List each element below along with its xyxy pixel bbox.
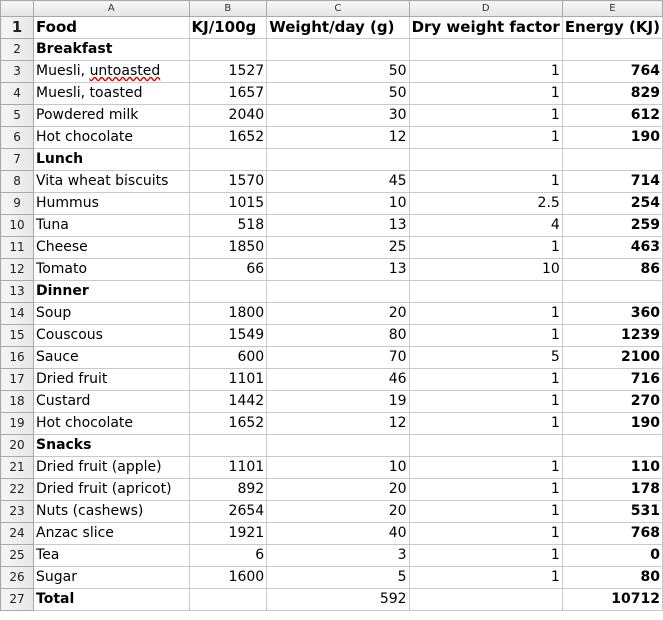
row-header[interactable]: 14 [1,303,34,325]
cell-energy[interactable]: 1239 [562,325,662,347]
cell-kj[interactable] [189,589,267,611]
cell-energy[interactable]: 612 [562,105,662,127]
cell-kj[interactable]: 1015 [189,193,267,215]
cell-food[interactable]: Tea [34,545,190,567]
cell-dry-factor[interactable]: 4 [409,215,562,237]
cell-weight[interactable]: 12 [267,413,409,435]
cell-kj[interactable]: 1800 [189,303,267,325]
cell-food[interactable]: Soup [34,303,190,325]
cell-kj[interactable]: 1442 [189,391,267,413]
cell-energy[interactable]: 531 [562,501,662,523]
column-header-e[interactable]: E [562,1,662,17]
cell-energy[interactable]: 829 [562,83,662,105]
cell-dry-factor[interactable]: 5 [409,347,562,369]
table-row [1,149,663,171]
cell-weight[interactable]: 5 [267,567,409,589]
table-row [1,545,663,567]
cell-energy[interactable] [562,39,662,61]
cell-energy[interactable]: 768 [562,523,662,545]
cell-energy[interactable] [562,281,662,303]
cell-kj[interactable]: 600 [189,347,267,369]
cell-kj[interactable]: 1657 [189,83,267,105]
row-header[interactable]: 8 [1,171,34,193]
cell-kj[interactable]: 1527 [189,61,267,83]
cell-dry-factor[interactable] [409,435,562,457]
cell-food[interactable]: Tuna [34,215,190,237]
table-row [1,171,663,193]
cell-food[interactable]: Couscous [34,325,190,347]
table-row [1,347,663,369]
cell-dry-factor[interactable] [409,39,562,61]
row-header[interactable]: 12 [1,259,34,281]
column-header-d[interactable]: D [409,1,562,17]
cell-dry-factor[interactable]: 1 [409,545,562,567]
spellcheck-underlined-word: untoasted [89,63,161,79]
table-row [1,589,663,611]
row-header[interactable]: 3 [1,61,34,83]
cell-weight[interactable]: 80 [267,325,409,347]
cell-energy[interactable]: 714 [562,171,662,193]
cell-weight[interactable]: 10 [267,457,409,479]
cell-dry-factor[interactable]: 1 [409,171,562,193]
select-all-corner[interactable] [1,1,34,17]
cell-food[interactable]: Cheese [34,237,190,259]
table-row [1,193,663,215]
cell-dry-factor[interactable]: 2.5 [409,193,562,215]
row-header[interactable]: 16 [1,347,34,369]
cell-dry-factor[interactable]: 10 [409,259,562,281]
cell-weight[interactable]: 20 [267,303,409,325]
row-header[interactable]: 15 [1,325,34,347]
row-header[interactable]: 17 [1,369,34,391]
table-row [1,83,663,105]
cell-dry-factor[interactable]: 1 [409,127,562,149]
cell-dry-factor[interactable]: 1 [409,479,562,501]
cell-weight[interactable]: 13 [267,259,409,281]
cell-energy[interactable]: 190 [562,413,662,435]
cell-dry-factor[interactable]: 1 [409,501,562,523]
cell-dry-factor[interactable]: 1 [409,61,562,83]
cell-weight[interactable]: 50 [267,83,409,105]
cell-dry-factor[interactable]: 1 [409,523,562,545]
cell-kj[interactable]: 518 [189,215,267,237]
cell-kj[interactable]: 1549 [189,325,267,347]
cell-weight[interactable]: 25 [267,237,409,259]
table-row [1,39,663,61]
row-header[interactable]: 11 [1,237,34,259]
cell-weight[interactable]: 13 [267,215,409,237]
cell-weight[interactable] [267,149,409,171]
cell-dry-factor[interactable]: 1 [409,303,562,325]
cell-dry-factor[interactable] [409,149,562,171]
row-header[interactable]: 1 [1,17,34,39]
cell-kj[interactable] [189,435,267,457]
cell-food[interactable]: Powdered milk [34,105,190,127]
cell-dry-factor[interactable]: 1 [409,369,562,391]
row-header[interactable]: 2 [1,39,34,61]
row-header[interactable]: 24 [1,523,34,545]
cell-weight[interactable]: 46 [267,369,409,391]
cell-kj[interactable]: 1652 [189,127,267,149]
row-header[interactable]: 10 [1,215,34,237]
table-row [1,127,663,149]
cell-dry-factor[interactable]: 1 [409,105,562,127]
cell-food[interactable]: Sauce [34,347,190,369]
column-header-row [1,1,663,17]
row-header[interactable]: 19 [1,413,34,435]
cell-food[interactable] [34,61,190,83]
cell-energy[interactable]: 110 [562,457,662,479]
cell-dry-factor[interactable]: 1 [409,457,562,479]
cell-food[interactable]: Hot chocolate [34,127,190,149]
cell-food[interactable]: Custard [34,391,190,413]
table-row [1,391,663,413]
cell-food[interactable]: Muesli, toasted [34,83,190,105]
cell-energy[interactable] [562,435,662,457]
cell-a1[interactable]: Food [34,17,190,39]
cell-e1[interactable]: Energy (KJ) [562,17,662,39]
cell-energy[interactable]: 463 [562,237,662,259]
cell-kj[interactable] [189,39,267,61]
column-header-c[interactable]: C [267,1,409,17]
cell-c1[interactable]: Weight/day (g) [267,17,409,39]
cell-food[interactable]: Breakfast [34,39,190,61]
cell-kj[interactable]: 1101 [189,457,267,479]
column-header-a[interactable]: A [34,1,190,17]
cell-energy[interactable]: 254 [562,193,662,215]
row-header[interactable]: 23 [1,501,34,523]
row-header[interactable]: 26 [1,567,34,589]
row-header[interactable]: 7 [1,149,34,171]
row-header[interactable]: 20 [1,435,34,457]
cell-energy[interactable]: 0 [562,545,662,567]
table-row [1,303,663,325]
cell-weight[interactable]: 20 [267,479,409,501]
cell-food[interactable]: Dinner [34,281,190,303]
cell-d1[interactable]: Dry weight factor [409,17,562,39]
cell-energy[interactable]: 2100 [562,347,662,369]
row-header[interactable]: 18 [1,391,34,413]
cell-energy[interactable]: 259 [562,215,662,237]
table-row [1,413,663,435]
cell-dry-factor[interactable]: 1 [409,567,562,589]
cell-weight[interactable]: 12 [267,127,409,149]
cell-dry-factor[interactable]: 1 [409,237,562,259]
cell-dry-factor[interactable] [409,281,562,303]
cell-kj[interactable] [189,149,267,171]
cell-dry-factor[interactable]: 1 [409,83,562,105]
cell-kj[interactable]: 1652 [189,413,267,435]
cell-dry-factor[interactable]: 1 [409,413,562,435]
cell-weight[interactable]: 592 [267,589,409,611]
cell-weight[interactable]: 20 [267,501,409,523]
table-row [1,105,663,127]
cell-food[interactable]: Nuts (cashews) [34,501,190,523]
table-row [1,237,663,259]
cell-b1[interactable]: KJ/100g [189,17,267,39]
cell-energy[interactable]: 270 [562,391,662,413]
cell-food[interactable]: Tomato [34,259,190,281]
table-row [1,259,663,281]
table-row [1,523,663,545]
cell-kj[interactable]: 66 [189,259,267,281]
table-row [1,567,663,589]
cell-food[interactable]: Hot chocolate [34,413,190,435]
row-header[interactable]: 9 [1,193,34,215]
table-row [1,369,663,391]
row-header[interactable]: 21 [1,457,34,479]
cell-dry-factor[interactable]: 1 [409,325,562,347]
cell-food[interactable]: Sugar [34,567,190,589]
cell-weight[interactable]: 45 [267,171,409,193]
cell-food[interactable]: Lunch [34,149,190,171]
cell-energy[interactable]: 360 [562,303,662,325]
cell-kj[interactable]: 1600 [189,567,267,589]
row-header[interactable]: 4 [1,83,34,105]
cell-energy[interactable]: 80 [562,567,662,589]
cell-food[interactable]: Anzac slice [34,523,190,545]
cell-food[interactable]: Vita wheat biscuits [34,171,190,193]
cell-food[interactable]: Snacks [34,435,190,457]
cell-weight[interactable] [267,281,409,303]
cell-energy[interactable]: 178 [562,479,662,501]
row-header[interactable]: 5 [1,105,34,127]
cell-dry-factor[interactable] [409,589,562,611]
cell-kj[interactable]: 1570 [189,171,267,193]
cell-kj[interactable]: 2040 [189,105,267,127]
row-header[interactable]: 13 [1,281,34,303]
column-header-b[interactable]: B [189,1,267,17]
row-header[interactable]: 6 [1,127,34,149]
table-row [1,479,663,501]
cell-energy[interactable]: 10712 [562,589,662,611]
cell-weight[interactable] [267,435,409,457]
cell-food[interactable]: Dried fruit [34,369,190,391]
cell-weight[interactable]: 3 [267,545,409,567]
cell-kj[interactable]: 6 [189,545,267,567]
table-row [1,501,663,523]
cell-weight[interactable]: 50 [267,61,409,83]
cell-food[interactable]: Hummus [34,193,190,215]
cell-kj[interactable]: 1101 [189,369,267,391]
cell-energy[interactable]: 190 [562,127,662,149]
cell-food[interactable]: Total [34,589,190,611]
cell-weight[interactable]: 19 [267,391,409,413]
cell-weight[interactable]: 70 [267,347,409,369]
cell-kj[interactable]: 1850 [189,237,267,259]
table-row [1,281,663,303]
cell-weight[interactable] [267,39,409,61]
cell-kj[interactable] [189,281,267,303]
cell-kj[interactable]: 1921 [189,523,267,545]
table-row [1,435,663,457]
cell-dry-factor[interactable]: 1 [409,391,562,413]
cell-kj[interactable]: 2654 [189,501,267,523]
cell-weight[interactable]: 30 [267,105,409,127]
row-header[interactable]: 27 [1,589,34,611]
row-header[interactable]: 25 [1,545,34,567]
cell-energy[interactable]: 764 [562,61,662,83]
cell-weight[interactable]: 10 [267,193,409,215]
cell-energy[interactable]: 716 [562,369,662,391]
table-row [1,17,663,39]
cell-energy[interactable] [562,149,662,171]
row-header[interactable]: 22 [1,479,34,501]
table-row [1,61,663,83]
cell-kj[interactable]: 892 [189,479,267,501]
table-row [1,325,663,347]
cell-food[interactable]: Dried fruit (apple) [34,457,190,479]
cell-food[interactable]: Dried fruit (apricot) [34,479,190,501]
cell-energy[interactable]: 86 [562,259,662,281]
cell-weight[interactable]: 40 [267,523,409,545]
food-text: Muesli, [36,63,90,79]
table-row [1,457,663,479]
table-row [1,215,663,237]
